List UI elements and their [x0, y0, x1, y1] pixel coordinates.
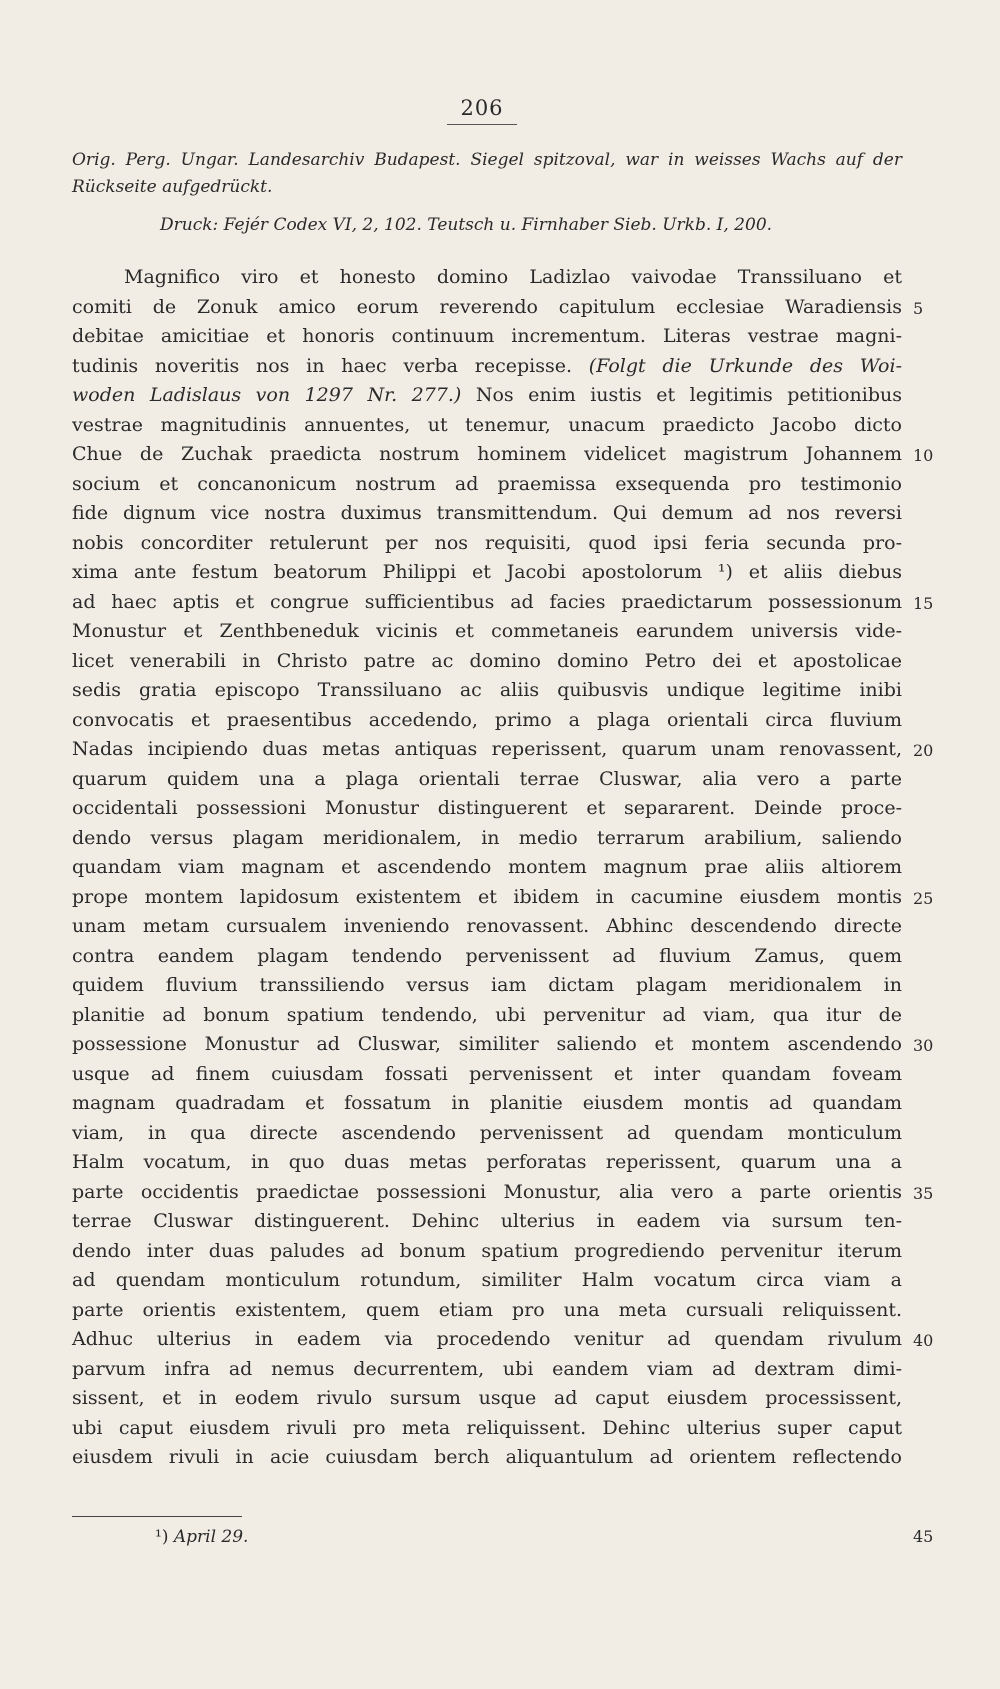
footnote-marker: ¹) — [155, 1527, 169, 1547]
body-line: quidem fluvium transsiliendo versus iam dictam plagam meridionalem in — [72, 974, 902, 996]
footnote-rule — [72, 1516, 242, 1517]
line-number: 15 — [913, 593, 934, 613]
line-number: 30 — [913, 1036, 934, 1055]
body-line: planitie ad bonum spatium tendendo, ubi pervenitur ad viam, qua itur de — [72, 1003, 902, 1026]
body-line: tudinis noveritis nos in haec verba recepisse. (Folgt die Urkunde des Woi- — [72, 354, 902, 377]
body-line: Nadas incipiendo duas metas antiquas reperissent, quarum unam renovassent, — [72, 738, 902, 760]
body-line: contra eandem plagam tendendo pervenissent ad fluvium Zamus, quem — [72, 944, 902, 967]
body-line: vestrae magnitudinis annuentes, ut tenemur, unacum praedicto Jacobo dicto — [72, 413, 902, 436]
body-line: sissent, et in eodem rivulo sursum usque ad caput eiusdem processissent, — [72, 1387, 902, 1409]
body-line: Magnifico viro et honesto domino Ladizlao vaivodae Transsiluano et — [124, 266, 902, 288]
print-note: Druck: Fejér Codex VI, 2, 102. Teutsch u. Firnhaber Sieb. Urkb. I, 200. — [160, 215, 773, 235]
body-line: xima ante festum beatorum Philippi et Jacobi apostolorum ¹) et aliis diebus — [72, 561, 902, 583]
page-number: 206 — [460, 96, 504, 120]
body-line: ubi caput eiusdem rivuli pro meta reliquissent. Dehinc ulterius super caput — [72, 1416, 902, 1439]
body-line: nobis concorditer retulerunt per nos requisiti, quod ipsi feria secunda pro- — [72, 531, 902, 554]
page-number-rule — [447, 124, 517, 125]
line-number: 5 — [913, 298, 924, 318]
footnote-text: April 29. — [173, 1527, 249, 1547]
body-line: parvum infra ad nemus decurrentem, ubi eandem viam ad dextram dimi- — [72, 1357, 902, 1380]
body-line: dendo versus plagam meridionalem, in medio terrarum arabilium, saliendo — [72, 826, 902, 849]
body-line: occidentali possessioni Monustur distinguerent et separarent. Deinde proce- — [72, 797, 902, 819]
body-line: Monustur et Zenthbeneduk vicinis et commetaneis earundem universis vide- — [72, 620, 902, 642]
body-line: fide dignum vice nostra duximus transmittendum. Qui demum ad nos reversi — [72, 502, 902, 524]
body-line: woden Ladislaus von 1297 Nr. 277.) Nos enim iustis et legitimis petitionibus — [72, 384, 902, 406]
line-number: 35 — [913, 1183, 934, 1203]
document-body — [72, 263, 902, 1473]
line-number: 10 — [913, 446, 934, 465]
body-line: terrae Cluswar distinguerent. Dehinc ulterius in eadem via sursum ten- — [72, 1210, 902, 1232]
body-line: viam, in qua directe ascendendo pervenissent ad quendam monticulum — [72, 1121, 902, 1144]
body-line: ad quendam monticulum rotundum, similiter Halm vocatum circa viam a — [72, 1269, 902, 1291]
body-line: usque ad finem cuiusdam fossati pervenissent et inter quandam foveam — [72, 1062, 902, 1085]
body-line: parte occidentis praedictae possessioni Monustur, alia vero a parte orientis — [72, 1180, 902, 1203]
source-note: Orig. Perg. Ungar. Landesarchiv Budapest. Siegel spitzoval, war in weisses Wachs auf der Rückseite aufgedrückt. — [72, 150, 902, 197]
body-line: comiti de Zonuk amico eorum reverendo capitulum ecclesiae Waradiensis — [72, 295, 902, 318]
body-line: magnam quadradam et fossatum in planitie eiusdem montis ad quandam — [72, 1092, 902, 1114]
body-line: socium et concanonicum nostrum ad praemissa exsequenda pro testimonio — [72, 472, 902, 495]
body-line: quandam viam magnam et ascendendo montem magnum prae aliis altiorem — [72, 856, 902, 878]
body-line: Adhuc ulterius in eadem via procedendo venitur ad quendam rivulum — [72, 1328, 902, 1350]
body-line: convocatis et praesentibus accedendo, primo a plaga orientali circa fluvium — [72, 708, 902, 731]
body-line: unam metam cursualem inveniendo renovassent. Abhinc descendendo directe — [72, 915, 902, 937]
body-line: sedis gratia episcopo Transsiluano ac aliis quibusvis undique legitime inibi — [72, 679, 902, 701]
line-number: 45 — [913, 1527, 934, 1546]
body-line: prope montem lapidosum existentem et ibidem in cacumine eiusdem montis — [72, 885, 902, 908]
line-number: 25 — [913, 888, 934, 908]
body-line: Halm vocatum, in quo duas metas perforatas reperissent, quarum una a — [72, 1151, 902, 1173]
body-line: quarum quidem una a plaga orientali terrae Cluswar, alia vero a parte — [72, 767, 902, 790]
body-line: Chue de Zuchak praedicta nostrum hominem videlicet magistrum Johannem — [72, 443, 902, 465]
line-number: 40 — [913, 1331, 934, 1350]
line-number: 20 — [913, 741, 934, 760]
body-line: debitae amicitiae et honoris continuum incrementum. Literas vestrae magni- — [72, 325, 902, 347]
body-line: licet venerabili in Christo patre ac domino domino Petro dei et apostolicae — [72, 649, 902, 672]
footnote — [155, 1527, 248, 1547]
body-line: ad haec aptis et congrue sufficientibus ad facies praedictarum possessionum — [72, 590, 902, 613]
body-line: dendo inter duas paludes ad bonum spatium progrediendo pervenitur iterum — [72, 1239, 902, 1262]
body-line: eiusdem rivuli in acie cuiusdam berch aliquantulum ad orientem reflectendo — [72, 1446, 902, 1468]
body-line: parte orientis existentem, quem etiam pro una meta cursuali reliquissent. — [72, 1298, 902, 1321]
body-line: possessione Monustur ad Cluswar, similiter saliendo et montem ascendendo — [72, 1033, 902, 1055]
